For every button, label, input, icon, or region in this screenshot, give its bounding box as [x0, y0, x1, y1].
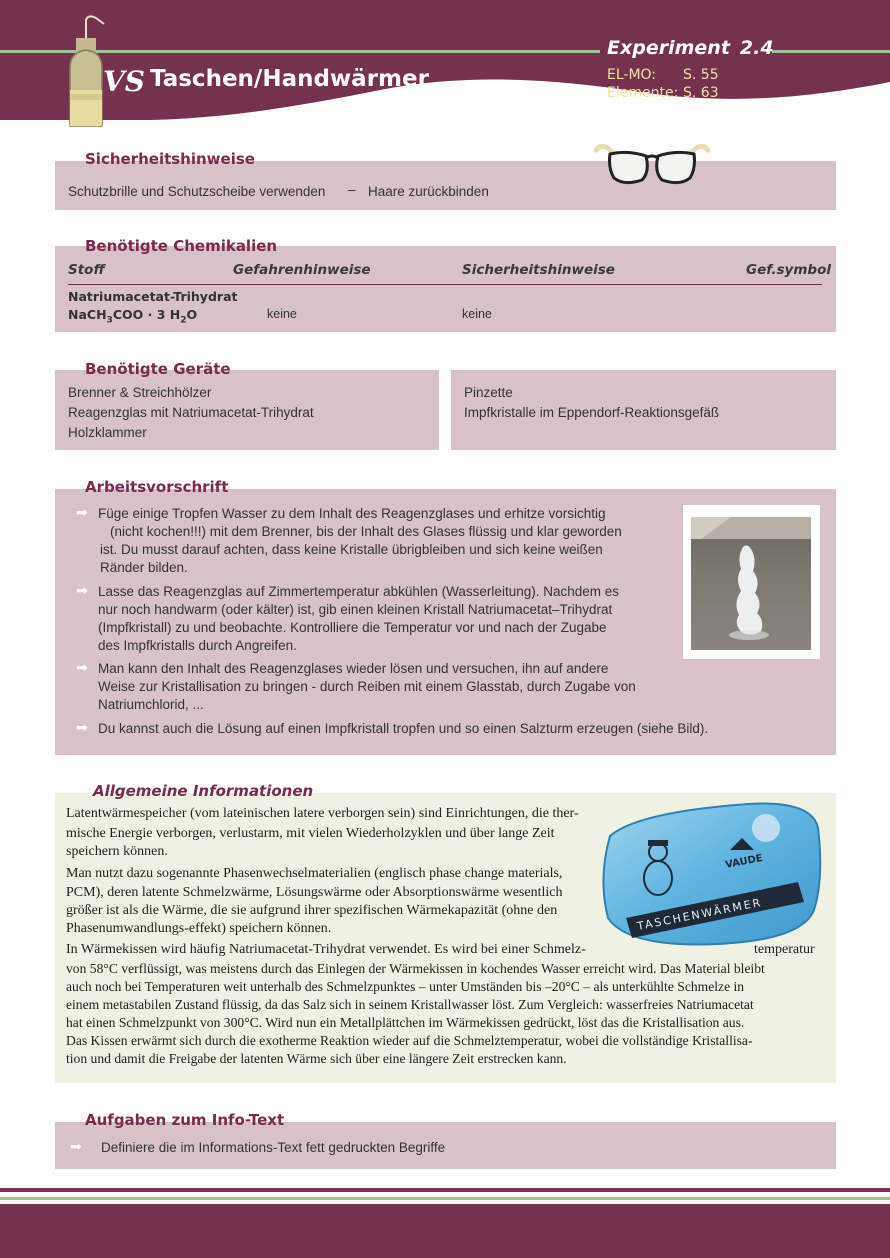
bullet-arrow-icon: ➡: [76, 720, 88, 736]
experiment-number: 2.4: [739, 37, 774, 59]
ref-el-mo-label: EL-MO:: [607, 67, 657, 83]
procedure-step-3: Man kann den Inhalt des Reagenzglases wieder lösen und versuchen, ihn auf andere Weise zur Kristallisation zu bringen - durch Reiben mit einem Glasstab, durch Zugabe von Natriumchlorid, ...: [98, 661, 636, 712]
ref-elemente-page: S. 63: [683, 85, 719, 101]
safety-heading: Sicherheitshinweise: [85, 150, 255, 168]
goggles-icon: [594, 142, 710, 186]
safety-separator: –: [348, 182, 356, 197]
bullet-arrow-icon: ➡: [70, 1139, 82, 1155]
chemical-name: Natriumacetat-Trihydrat: [68, 289, 238, 304]
logo-text: VS: [103, 65, 145, 98]
ref-elemente: [607, 85, 719, 101]
ref-el-mo: [607, 67, 719, 83]
bullet-arrow-icon: ➡: [76, 505, 88, 521]
equipment-item: Brenner & Streichhölzer: [68, 385, 212, 400]
info-line: Phasenumwandlungs-effekt) speichern können.: [66, 921, 332, 936]
info-line: Das Kissen erwärmt sich durch die exotherme Reaktion wieder auf die Schmelztemperatur, wobei die vollständige Kristallisa-: [66, 1033, 753, 1048]
bullet-arrow-icon: ➡: [76, 660, 88, 676]
salt-tower-illustration: [691, 517, 811, 650]
equipment-item: Holzklammer: [68, 425, 147, 440]
ref-elemente-label: Elemente:: [607, 85, 679, 101]
tasks-heading: Aufgaben zum Info-Text: [85, 1111, 285, 1129]
chemical-hazard: keine: [267, 307, 297, 321]
col-gefahrenhinweise: Gefahrenhinweise: [233, 262, 371, 278]
info-line: Latentwärmespeicher (vom lateinischen latere verborgen sein) sind Einrichtungen, die ther-: [66, 806, 579, 821]
safety-item-1: Schutzbrille und Schutzscheibe verwenden: [68, 184, 326, 199]
info-heading: Allgemeine Informationen: [93, 782, 314, 800]
info-line: In Wärmekissen wird häufig Natriumacetat-Trihydrat verwendet. Es wird bei einer Schmelz-: [66, 942, 586, 957]
hand-warmer-illustration: [598, 798, 824, 948]
info-line: hat einen Schmelzpunkt von 300°C. Wird nun ein Metallplättchen im Wärmekissen gedrückt, löst das die Kristallisation aus.: [66, 1015, 745, 1030]
ref-el-mo-page: S. 55: [683, 67, 719, 83]
equipment-item: Reagenzglas mit Natriumacetat-Trihydrat: [68, 405, 314, 420]
table-rule: [68, 284, 822, 285]
equipment-heading: Benötigte Geräte: [85, 360, 231, 378]
info-line: temperatur: [754, 942, 815, 957]
info-line: Man nutzt dazu sogenannte Phasenwechselmaterialien (englisch phase change materials,: [66, 866, 563, 881]
procedure-step-2: Lasse das Reagenzglas auf Zimmertemperatur abkühlen (Wasserleitung). Nachdem es nur noch handwarm (oder kälter) ist, gib einen kleinen Kristall Natriumacetat–Trihydrat (Impfkristall) zu und beobachte. Kontrolliere die Temperatur vor und nach der Zugabe des Impfkristalls durch Angreifen.: [98, 584, 619, 653]
page-footer: [0, 1188, 890, 1258]
chemical-safety: keine: [462, 307, 492, 321]
info-line: tion und damit die Freigabe der latenten Wärme sich über eine längere Zeit erstrecken kann.: [66, 1051, 567, 1066]
procedure-step-1: Füge einige Tropfen Wasser zu dem Inhalt des Reagenzglases und erhitze vorsichtig (nicht kochen!!!) mit dem Brenner, bis der Inhalt des Glases flüssig und klar geworden ist. Du musst darauf achten, dass keine Kristalle übrigbleiben und sich keine weißen Ränder bilden.: [98, 506, 622, 575]
info-line: PCM), deren latente Schmelzwärme, Lösungswärme oder Absorptionswärme wesentlich: [66, 885, 563, 900]
info-line: auch noch bei Temperaturen weit unterhalb des Schmelzpunktes – unter Umständen bis –20°C – als unterkühlte Schmelze in: [66, 979, 745, 994]
pack-label: TASCHENWÄRMER: [636, 895, 764, 933]
hand-warmer-photo: [598, 798, 824, 948]
page-header: [0, 0, 890, 140]
col-sicherheitshinweise: Sicherheitshinweise: [462, 262, 615, 278]
page-title: Taschen/Handwärmer: [150, 66, 429, 92]
chemical-formula: NaCH$_3$COO · 3 $H_2O$: [68, 307, 198, 326]
pack-brand: VAUDE: [724, 852, 764, 871]
photo-image: [691, 517, 811, 650]
bullet-arrow-icon: ➡: [76, 583, 88, 599]
info-line: von 58°C verflüssigt, was meistens durch das Einlegen der Wärmekissen in kochendes Wasser erreicht wird. Das Material bleibt: [66, 961, 765, 976]
safety-item-2: Haare zurückbinden: [368, 184, 489, 199]
procedure-step-4: Du kannst auch die Lösung auf einen Impfkristall tropfen und so einen Salzturm erzeugen (siehe Bild).: [98, 721, 709, 736]
col-stoff: Stoff: [68, 262, 105, 278]
procedure-heading: Arbeitsvorschrift: [85, 478, 229, 496]
equipment-item: Pinzette: [464, 385, 513, 400]
experiment-word: Experiment: [607, 37, 730, 59]
col-gef-symbol: Gef.symbol: [746, 262, 831, 278]
experiment-label: [607, 37, 774, 59]
info-line: einem metastabilen Zustand flüssig, da das Salz sich in seinem Kristallwasser löst. Zum Vergleich: wasserfreies Natriumacetat: [66, 997, 754, 1012]
task-item: Definiere die im Informations-Text fett gedruckten Begriffe: [101, 1140, 446, 1155]
salt-tower-photo: [683, 505, 820, 659]
equipment-item: Impfkristalle im Eppendorf-Reaktionsgefäß: [464, 405, 720, 420]
info-line: speichern können.: [66, 844, 168, 859]
chemicals-heading: Benötigte Chemikalien: [85, 237, 278, 255]
info-line: mische Energie verborgen, verlustarm, mit vielen Wiederholzyklen und über lange Zeit: [66, 826, 555, 841]
info-line: größer ist als die Wärme, die sie aufgrund ihrer spezifischen Wärmekapazität (ohne den: [66, 903, 558, 918]
